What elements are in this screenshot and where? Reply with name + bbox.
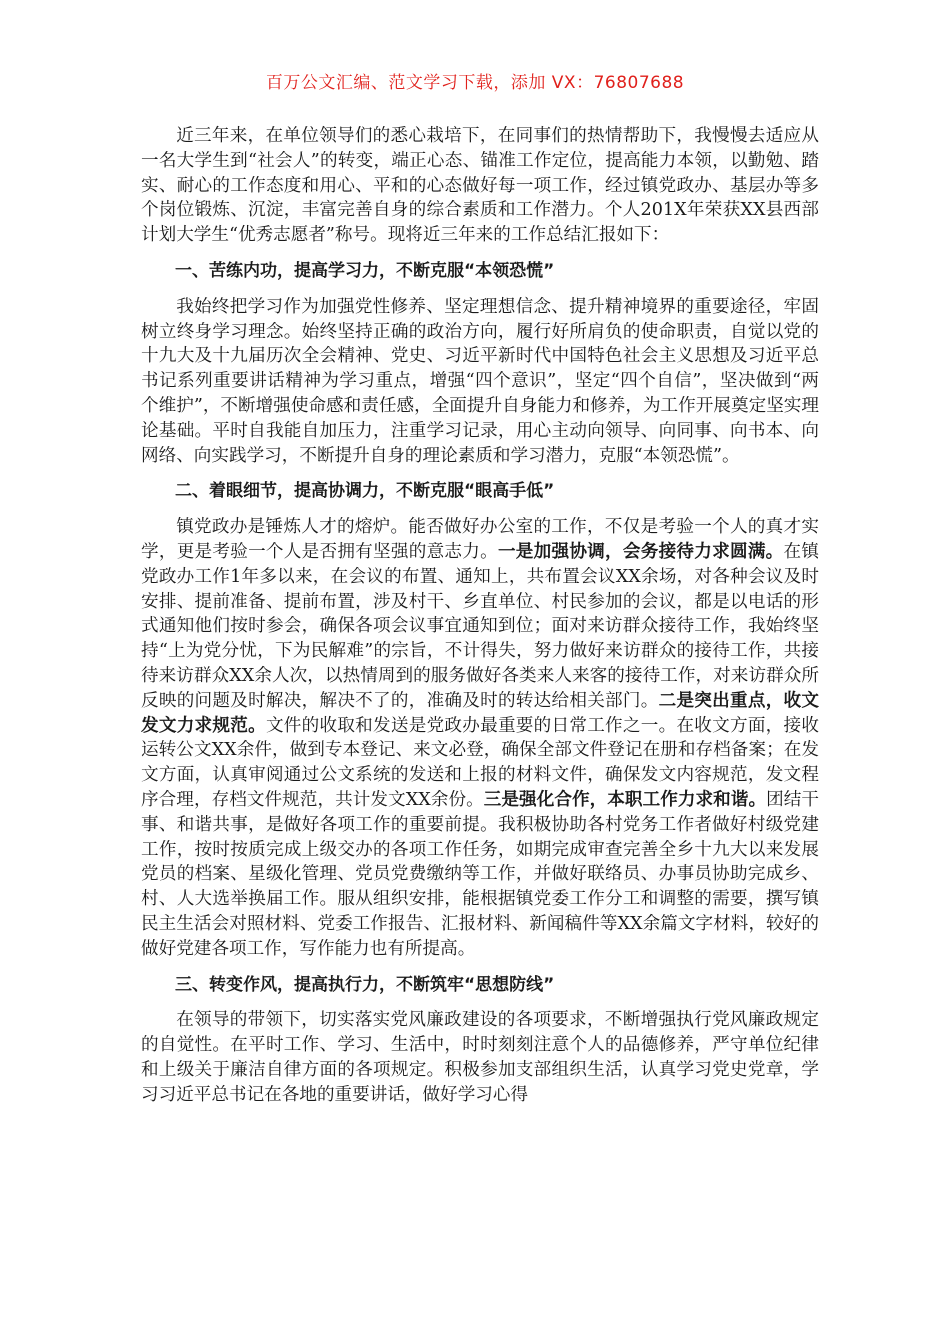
promo-banner: 百万公文汇编、范文学习下载，添加 VX：76807688 (265, 73, 685, 93)
point-2-title: 二是突出重点，收文发文力求规范。 (141, 689, 819, 736)
point-1-title: 一是加强协调，会务接待力求圆满。 (497, 540, 784, 562)
intro-paragraph: 近三年来，在单位领导们的悉心栽培下，在同事们的热情帮助下，我慢慢去适应从一名大学生到“社会人”的转变，端正心态、锚准工作定位，提高能力本领，以勤勉、踏实、耐心的工作态度和用心、平和的心态做好每一项工作，经过镇党政办、基层办等多个岗位锻炼、沉淀，丰富完善自身的综合素质和工作潜力。个人201X年荣获XX县西部计划大学生“优秀志愿者”称号。现将近三年来的工作总结汇报如下： (141, 126, 819, 246)
document-body (141, 124, 819, 1107)
point-2-body: 文件的收取和发送是党政办最重要的日常工作之一。在收文方面，接收运转公文XX余件，做到专本登记、来文必登，确保全部文件登记在册和存档备案；在发文方面，认真审阅通过公文系统的发送和上报的材料文件，确保发文内容规范，发文程序合理，存档文件规范，共计发文XX余份。 (141, 715, 819, 810)
section-1-paragraph: 我始终把学习作为加强党性修养、坚定理想信念、提升精神境界的重要途径，牢固树立终身学习理念。始终坚持正确的政治方向，履行好所肩负的使命职责，自觉以党的十九大及十九届历次全会精神、党史、习近平新时代中国特色社会主义思想及习近平总书记系列重要讲话精神为学习重点，增强“四个意识”，坚定“四个自信”，坚决做到“两个维护”，不断增强使命感和责任感，全面提升自身能力和修养，为工作开展奠定坚实理论基础。平时自我能自加压力，注重学习记录，用心主动向领导、向同事、向书本、向网络、向实践学习，不断提升自身的理论素质和学习潜力，克服“本领恐慌”。 (141, 296, 819, 466)
section-2-lead: 镇党政办是锤炼人才的熔炉。能否做好办公室的工作，不仅是考验一个人的真才实学，更是考验一个人是否拥有坚强的意志力。 (141, 517, 819, 562)
point-3-title: 三是强化合作，本职工作力求和谐。 (483, 788, 767, 810)
section-2-heading: 二、着眼细节，提高协调力，不断克服“眼高手低” (175, 481, 555, 502)
section-3-paragraph: 在领导的带领下，切实落实党风廉政建设的各项要求，不断增强执行党风廉政规定的自觉性。在平时工作、学习、生活中，时时刻刻注意个人的品德修养，严守单位纪律和上级关于廉洁自律方面的各项规定。积极参加支部组织生活，认真学习党史党章，学习习近平总书记在各地的重要讲话，做好学习心得 (141, 1010, 819, 1105)
point-1-body: 在镇党政办工作1年多以来，在会议的布置、通知上，共布置会议XX余场，对各种会议及时安排、提前准备、提前布置，涉及村干、乡直单位、村民参加的会议，都是以电话的形式通知他们按时参会，确保各项会议事宜通知到位；面对来访群众接待工作，我始终坚持“上为党分忧，下为民解难”的宗旨，不计得失，努力做好来访群众的接待工作，共接待来访群众XX余人次，以热情周到的服务做好各类来人来客的接待工作，对来访群众所反映的问题及时解决，解决不了的，准确及时的转达给相关部门。 (141, 541, 819, 711)
section-3-heading: 三、转变作风，提高执行力，不断筑牢“思想防线” (175, 974, 555, 995)
section-2-paragraph (141, 515, 819, 961)
point-3-body: 团结干事、和谐共事，是做好各项工作的重要前提。我积极协助各村党务工作者做好村级党建工作，按时按质完成上级交办的各项工作任务，如期完成审查完善全乡十九大以来发展党员的档案、星级化管理、党员党费缴纳等工作，并做好联络员、办事员协助完成乡、村、人大选举换届工作。服从组织安排，能根据镇党委工作分工和调整的需要，撰写镇民主生活会对照材料、党委工作报告、汇报材料、新闻稿件等XX余篇文字材料，较好的做好党建各项工作，写作能力也有所提高。 (141, 789, 819, 959)
section-1-heading: 一、苦练内功，提高学习力，不断克服“本领恐慌” (175, 260, 555, 281)
